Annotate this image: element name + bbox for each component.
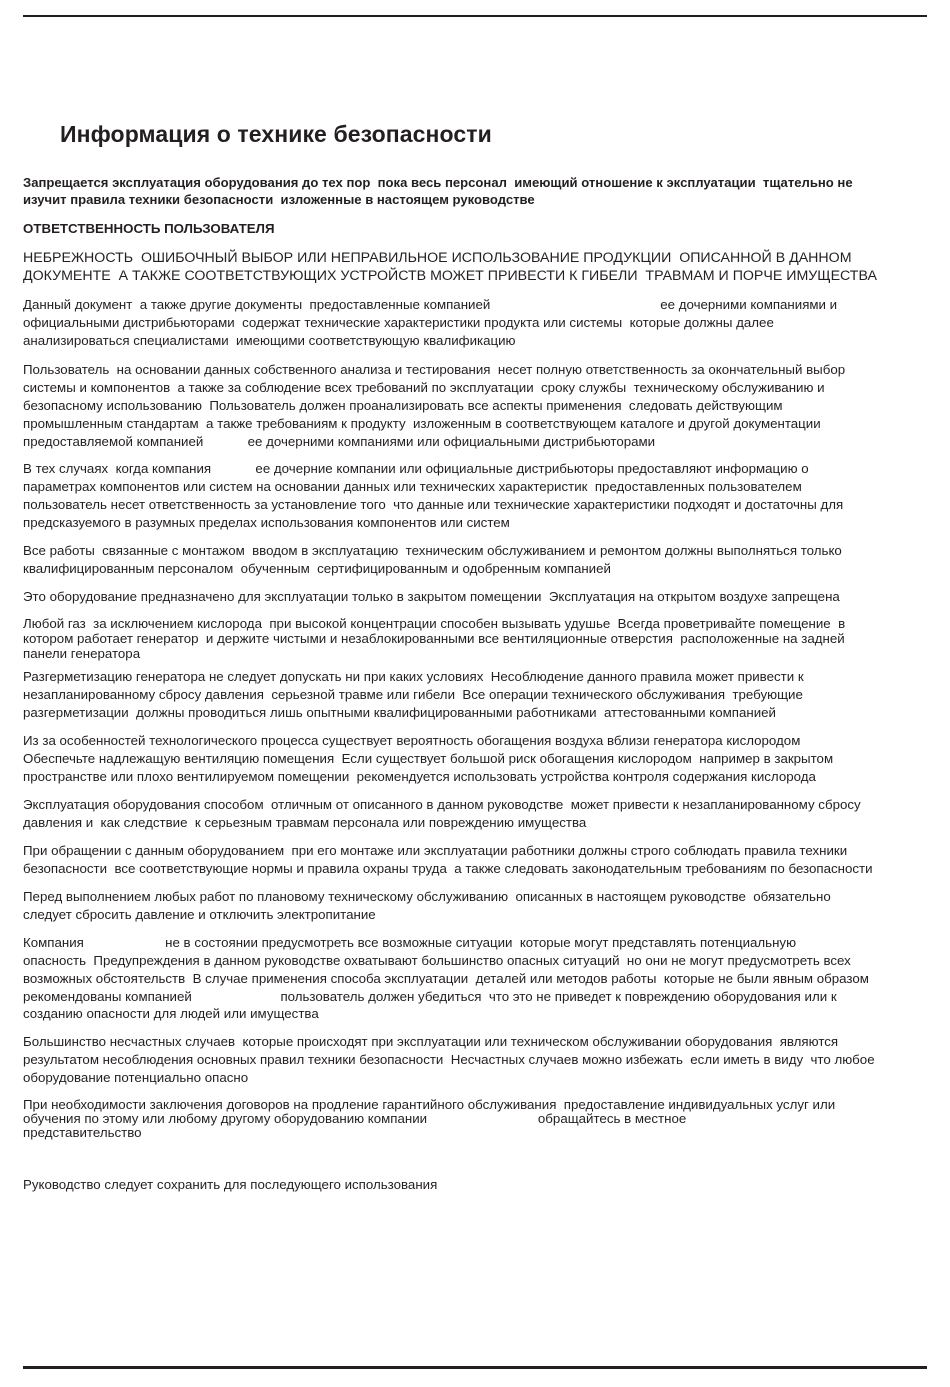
top-rule: [23, 15, 927, 17]
paragraph-line: Любой газ за исключением кислорода при высокой концентрации способен вызывать удушье Всегда проветривайте помещение в: [23, 616, 846, 631]
paragraph-line: Данный документ а также другие документы предоставленные компанией ее дочерними компаниями и: [23, 297, 838, 312]
paragraph-12: [23, 934, 927, 1022]
paragraph-line: предсказуемого в разумных пределах использования компонентов или систем: [23, 515, 510, 530]
paragraph-line: официальными дистрибьюторами содержат технические характеристики продукта или системы которые должны далее: [23, 315, 774, 330]
paragraph-7: [23, 668, 927, 722]
bottom-rule: [23, 1366, 927, 1369]
paragraph-line: При обращении с данным оборудованием при его монтаже или эксплуатации работники должны строго соблюдать правила техники: [23, 843, 848, 858]
paragraph-line: обучения по этому или любому другому оборудованию компании обращайтесь в местное: [23, 1111, 687, 1126]
warning-line: ДОКУМЕНТЕ А ТАКЖЕ СООТВЕТСТВУЮЩИХ УСТРОЙСТВ МОЖЕТ ПРИВЕСТИ К ГИБЕЛИ ТРАВМАМ И ПОРЧЕ ИМУЩЕСТВА: [23, 268, 877, 284]
paragraph-5: [23, 588, 927, 606]
paragraph-line: панели генератора: [23, 646, 141, 661]
paragraph-line: Обеспечьте надлежащую вентиляцию помещения Если существует большой риск обогащения кислородом например в закрытом: [23, 751, 834, 766]
paragraph-line: системы и компонентов а также за соблюдение всех требований по эксплуатации сроку службы техническому обслуживанию и: [23, 380, 825, 395]
paragraph-line: рекомендованы компанией пользователь должен убедиться что это не приведет к повреждению оборудования или к: [23, 989, 837, 1004]
paragraph-10: [23, 842, 927, 878]
paragraph-line: Большинство несчастных случаев которые происходят при эксплуатации или техническом обслуживании оборудования являются: [23, 1034, 839, 1049]
intro-line: изучит правила техники безопасности изложенные в настоящем руководстве: [23, 192, 535, 207]
paragraph-1: [23, 296, 927, 350]
paragraph-line: котором работает генератор и держите чистыми и незаблокированными все вентиляционные отверстия расположенные на задней: [23, 631, 845, 646]
paragraph-line: Из за особенностей технологического процесса существует вероятность обогащения воздуха вблизи генератора кислородом: [23, 733, 801, 748]
paragraph-line: Это оборудование предназначено для эксплуатации только в закрытом помещении Эксплуатация на открытом воздухе запрещена: [23, 589, 840, 604]
paragraph-line: При необходимости заключения договоров на продление гарантийного обслуживания предоставление индивидуальных услуг или: [23, 1097, 836, 1112]
paragraph-line: незапланированному сбросу давления серьезной травме или гибели Все операции технического обслуживания требующие: [23, 687, 803, 702]
paragraph-line: пространстве или плохо вентилируемом помещении рекомендуется использовать устройства контроля содержания кислорода: [23, 769, 816, 784]
paragraph-line: Пользователь на основании данных собственного анализа и тестирования несет полную ответственность за окончательный выбор: [23, 362, 846, 377]
paragraph-line: Разгерметизацию генератора не следует допускать ни при каких условиях Несоблюдение данного правила может привести к: [23, 669, 804, 684]
paragraph-line: оборудование потенциально опасно: [23, 1070, 249, 1085]
paragraph-line: предоставляемой компанией ее дочерними компаниями или официальными дистрибьюторами: [23, 434, 656, 449]
warning-line: НЕБРЕЖНОСТЬ ОШИБОЧНЫЙ ВЫБОР ИЛИ НЕПРАВИЛЬНОЕ ИСПОЛЬЗОВАНИЕ ПРОДУКЦИИ ОПИСАННОЙ В ДАННОМ: [23, 250, 852, 266]
paragraph-line: промышленным стандартам а также требованиям к продукту изложенным в соответствующем каталоге и другой документации: [23, 416, 821, 431]
section-heading: ОТВЕТСТВЕННОСТЬ ПОЛЬЗОВАТЕЛЯ: [23, 221, 275, 236]
page-title: Информация о технике безопасности: [60, 121, 492, 147]
paragraph-line: возможных обстоятельств В случае применения способа эксплуатации деталей или методов работы которые не были явным образом: [23, 971, 869, 986]
document-body: [23, 174, 927, 1194]
paragraph-9: [23, 796, 927, 832]
warning-paragraph: [23, 249, 927, 285]
paragraph-line: опасность Предупреждения в данном руководстве охватывают большинство опасных ситуаций но они не могут предусмотреть всех: [23, 953, 851, 968]
paragraph-13: [23, 1033, 927, 1087]
paragraph-line: результатом несоблюдения основных правил техники безопасности Несчастных случаев можно избежать если иметь в виду что любое: [23, 1052, 875, 1067]
paragraph-line: представительство: [23, 1125, 142, 1140]
paragraph-line: квалифицированным персоналом обученным сертифицированным и одобренным компанией: [23, 561, 611, 576]
paragraph-line: разгерметизации должны проводиться лишь опытными квалифицированными работниками аттестованными компанией: [23, 705, 776, 720]
service-paragraph: [23, 1097, 927, 1140]
paragraph-line: параметрах компонентов или систем на основании данных или технических характеристик предоставленных пользователем: [23, 479, 802, 494]
paragraph-line: анализироваться специалистами имеющими соответствующую квалификацию: [23, 333, 516, 348]
paragraph-line: следует сбросить давление и отключить электропитание: [23, 907, 376, 922]
paragraph-11: [23, 888, 927, 924]
closing-line: Руководство следует сохранить для последующего использования: [23, 1177, 438, 1192]
paragraph-line: созданию опасности для людей или имущества: [23, 1006, 319, 1021]
closing-note: [23, 1176, 927, 1194]
paragraph-line: Все работы связанные с монтажом вводом в эксплуатацию техническим обслуживанием и ремонтом должны выполняться только: [23, 543, 842, 558]
paragraph-line: безопасности все соответствующие нормы и правила охраны труда а также следовать законодательным требованиям по безопасности: [23, 861, 873, 876]
intro-line: Запрещается эксплуатация оборудования до тех пор пока весь персонал имеющий отношение к эксплуатации тщательно не: [23, 175, 853, 190]
paragraph-3: [23, 460, 927, 532]
paragraph-line: В тех случаях когда компания ее дочерние компании или официальные дистрибьюторы предоставляют информацию о: [23, 461, 809, 476]
paragraph-8: [23, 732, 927, 786]
intro-paragraph: [23, 174, 927, 208]
paragraph-line: Эксплуатация оборудования способом отличным от описанного в данном руководстве может привести к незапланированному сбросу: [23, 797, 861, 812]
paragraph-6: [23, 616, 927, 661]
paragraph-4: [23, 542, 927, 578]
paragraph-line: безопасному использованию Пользователь должен проанализировать все аспекты применения следовать действующим: [23, 398, 783, 413]
paragraph-line: Перед выполнением любых работ по плановому техническому обслуживанию описанных в настоящем руководстве обязательно: [23, 889, 831, 904]
paragraph-line: пользователь несет ответственность за установление того что данные или технические характеристики подходят и достаточны для: [23, 497, 844, 512]
paragraph-line: давления и как следствие к серьезным травмам персонала или повреждению имущества: [23, 815, 587, 830]
paragraph-line: Компания не в состоянии предусмотреть все возможные ситуации которые могут представлять потенциальную: [23, 935, 797, 950]
paragraph-2: [23, 361, 927, 451]
